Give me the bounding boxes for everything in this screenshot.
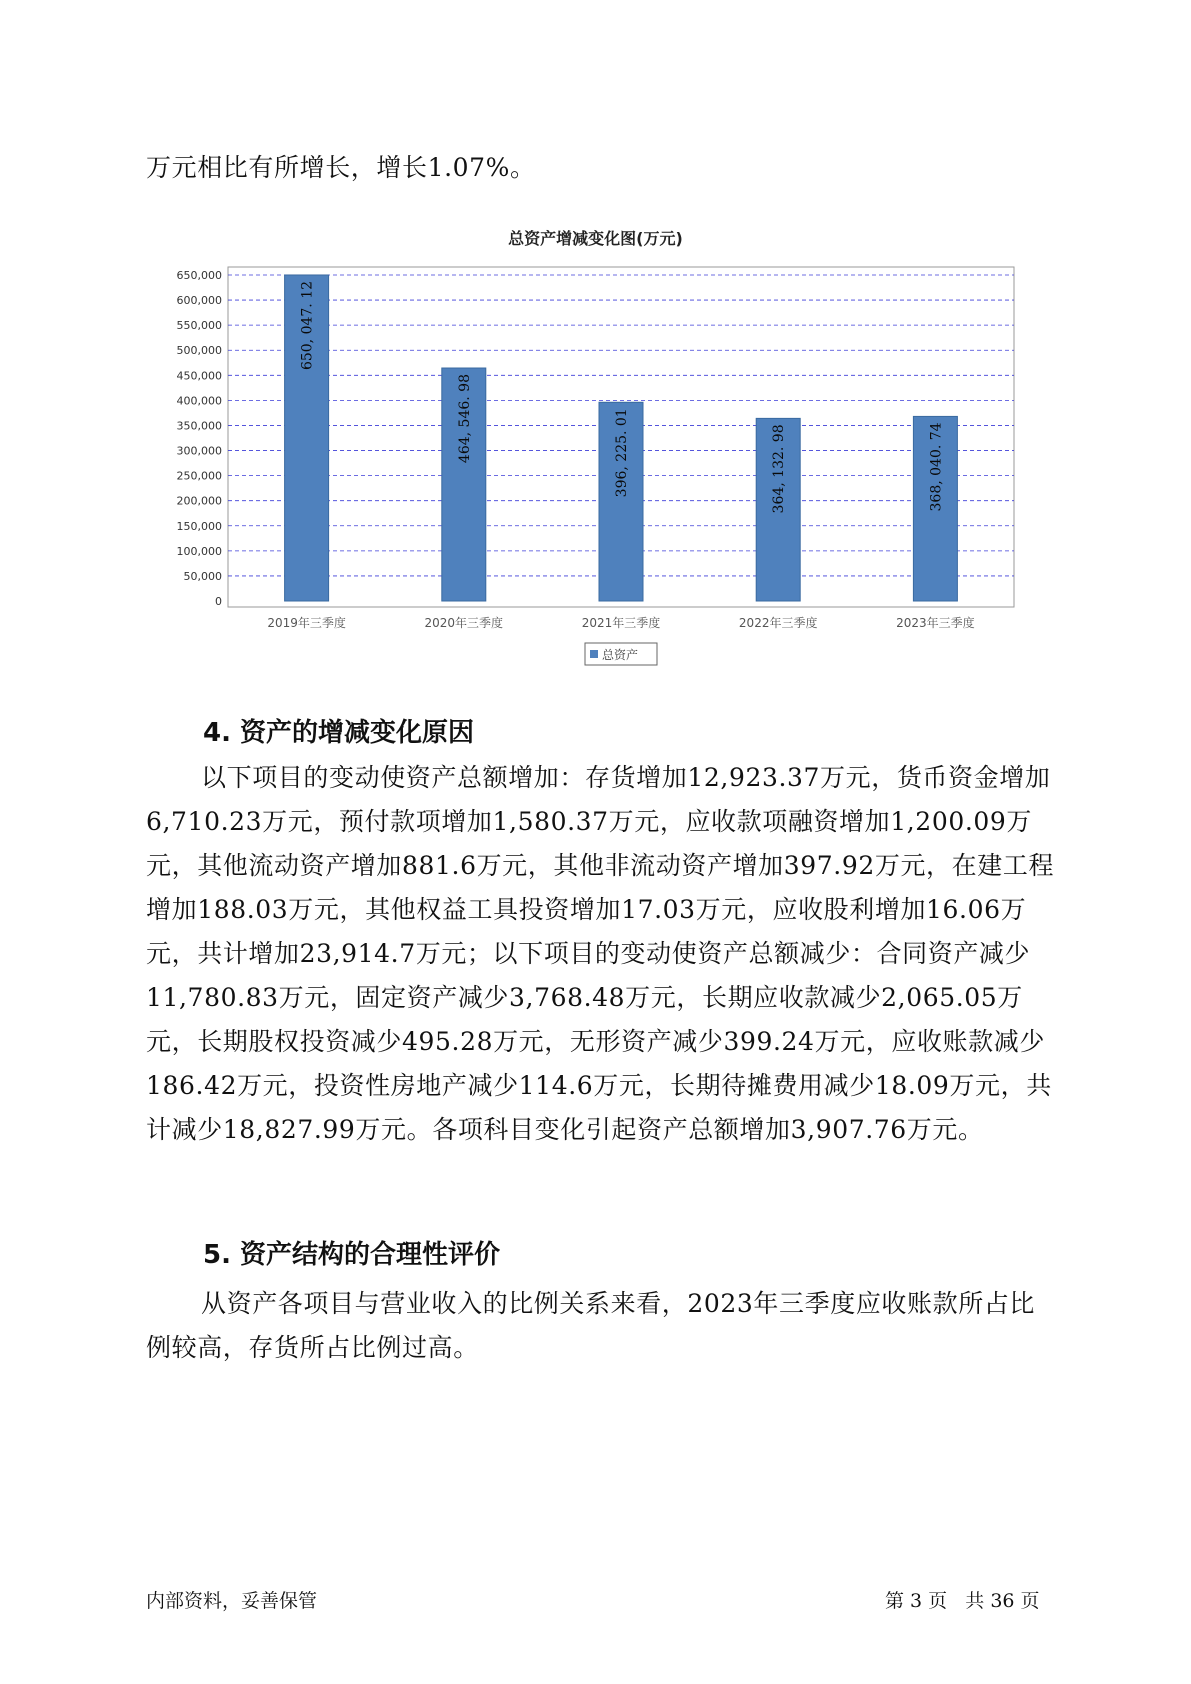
y-tick-label: 300,000 [176,444,222,458]
x-tick-label: 2023年三季度 [896,616,975,630]
bar-data-label: 364, 132. 98 [771,424,788,514]
footer-page-number: 第 3 页 共 36 页 [885,1590,1040,1612]
chart-title: 总资产增减变化图(万元) [508,229,683,248]
y-tick-label: 400,000 [176,394,222,408]
bar-data-label: 650, 047. 12 [299,280,316,371]
y-tick-label: 50,000 [183,569,222,583]
x-tick-label: 2021年三季度 [581,616,661,630]
y-tick-label: 0 [215,595,222,608]
intro-line: 万元相比有所增长，增长1.07%。 [146,153,536,182]
x-tick-label: 2020年三季度 [424,616,504,630]
bar-data-label: 368, 040. 74 [928,422,945,512]
bar-data-label: 464, 546. 98 [456,374,473,464]
legend-swatch [590,650,598,658]
y-tick-label: 350,000 [176,419,222,433]
y-tick-label: 250,000 [176,469,222,483]
y-tick-label: 200,000 [176,494,222,508]
y-tick-label: 450,000 [176,369,222,383]
section-5-paragraph: 从资产各项目与营业收入的比例关系来看，2023年三季度应收账款所占比例较高，存货所占比例过高。 [146,1289,1036,1362]
y-tick-label: 550,000 [176,319,222,333]
footer-left: 内部资料，妥善保管 [146,1590,318,1612]
total-assets-bar-chart [160,255,1020,675]
section-5-heading: 5. 资产结构的合理性评价 [203,1240,501,1270]
section-4-heading: 4. 资产的增减变化原因 [203,718,475,748]
y-tick-label: 150,000 [176,519,222,533]
section-4-paragraph: 以下项目的变动使资产总额增加：存货增加12,923.37万元，货币资金增加6,710.23万元，预付款项增加1,580.37万元，应收款项融资增加1,200.09万元，其他流动资产增加881.6万元，其他非流动资产增加397.92万元，在建工程增加188.03万元，其他权益工具投资增加17.03万元，应收股利增加16.06万元，共计增加23,914.7万元；以下项目的变动使资产总额减少：合同资产减少11,780.83万元，固定资产减少3,768.48万元，长期应收款减少2,065.05万元，长期股权投资减少495.28万元，无形资产减少399.24万元，应收账款减少186.42万元，投资性房地产减少114.6万元，长期待摊费用减少18.09万元，共计减少18,827.99万元。各项科目变化引起资产总额增加3,907.76万元。 [146,763,1055,1144]
y-tick-label: 500,000 [176,344,222,358]
bar-data-label: 396, 225. 01 [614,408,630,498]
x-tick-label: 2019年三季度 [267,616,346,630]
y-tick-label: 650,000 [176,269,222,282]
y-tick-label: 100,000 [176,544,222,558]
legend-label: 总资产 [602,648,639,662]
x-tick-label: 2022年三季度 [738,616,818,630]
y-tick-label: 600,000 [176,294,222,308]
